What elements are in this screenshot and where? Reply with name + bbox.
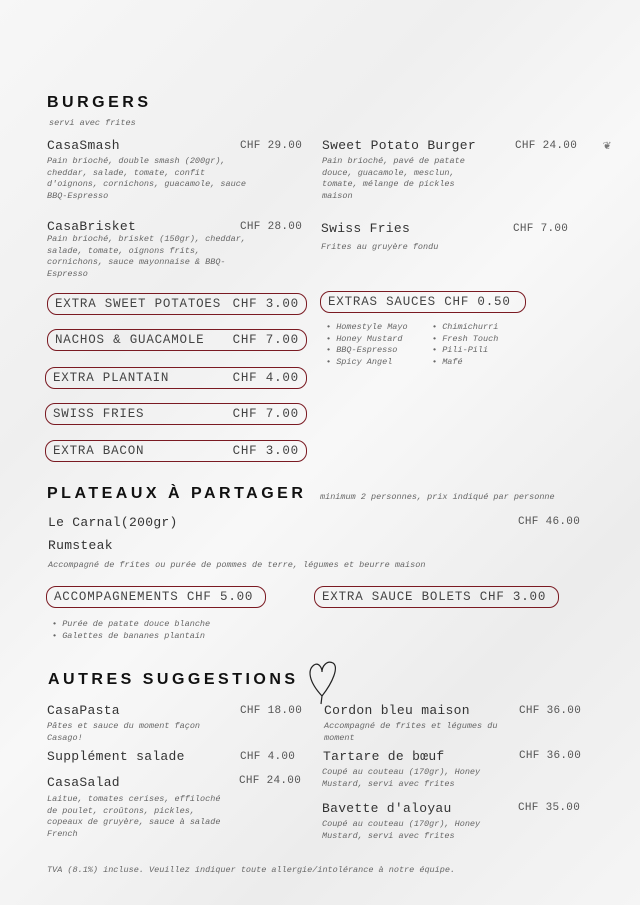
item-desc: Laitue, tomates cerises, effiloché de poulet, croûtons, pickles, copeaux de gruyère, sauce à salade French — [47, 794, 221, 839]
item-name: Swiss Fries — [321, 221, 411, 236]
burgers-heading: BURGERS — [47, 94, 152, 111]
extra-label: SWISS FRIES — [53, 407, 145, 421]
item-name: CasaPasta — [47, 703, 120, 718]
sauce: • BBQ-Espresso — [326, 345, 408, 357]
item-name: Le Carnal(200gr) — [48, 515, 178, 530]
item-price: CHF 24.00 — [515, 140, 578, 152]
sauce-bolets-box — [314, 586, 559, 608]
sauces-label: EXTRAS SAUCES CHF 0.50 — [328, 295, 511, 309]
extra-price: CHF 3.00 — [232, 444, 299, 458]
item-desc: Accompagné de frites ou purée de pommes de terre, légumes et beurre maison — [48, 560, 426, 570]
sauce: • Honey Mustard — [326, 334, 408, 346]
sauce: • Fresh Touch — [432, 334, 498, 346]
item-price: CHF 46.00 — [518, 516, 581, 528]
heart-icon — [305, 658, 339, 706]
extra-box — [45, 440, 307, 462]
item-sub: Rumsteak — [48, 538, 113, 553]
item-price: CHF 29.00 — [240, 140, 303, 152]
item-name: CasaSmash — [47, 138, 120, 153]
side: • Galettes de bananes plantain — [52, 631, 210, 643]
sauce-list — [432, 322, 498, 368]
box-label: ACCOMPAGNEMENTS CHF 5.00 — [54, 590, 254, 604]
item-price: CHF 18.00 — [240, 705, 303, 717]
extra-label: EXTRA PLANTAIN — [53, 371, 170, 385]
item-desc: Frites au gruyère fondu — [321, 242, 439, 252]
extra-box — [47, 293, 307, 315]
item-price: CHF 7.00 — [513, 223, 569, 235]
extra-price: CHF 4.00 — [232, 371, 299, 385]
item-desc: Coupé au couteau (170gr), Honey Mustard, servi avec frites — [322, 819, 481, 841]
box-label: EXTRA SAUCE BOLETS CHF 3.00 — [322, 590, 547, 604]
vegan-leaf-icon: ❦ — [603, 138, 611, 153]
extra-label: EXTRA BACON — [53, 444, 145, 458]
extra-label: NACHOS & GUACAMOLE — [55, 333, 205, 347]
accompagnements-box — [46, 586, 266, 608]
autres-heading: AUTRES SUGGESTIONS — [48, 671, 299, 688]
item-price: CHF 36.00 — [519, 705, 582, 717]
item-price: CHF 35.00 — [518, 802, 581, 814]
item-name: Cordon bleu maison — [324, 703, 470, 718]
extra-price: CHF 7.00 — [232, 407, 299, 421]
item-desc: Pain brioché, double smash (200gr), cheddar, salade, tomate, confit d'oignons, cornichons, guacamole, sauce BBQ-Espresso — [47, 156, 246, 201]
item-desc: Coupé au couteau (170gr), Honey Mustard, servi avec frites — [322, 767, 481, 789]
item-price: CHF 28.00 — [240, 221, 303, 233]
item-name: Supplément salade — [47, 749, 185, 764]
side: • Purée de patate douce blanche — [52, 619, 210, 631]
item-desc: Pain brioché, brisket (150gr), cheddar, salade, tomate, oignons frits, cornichons, sauce mayonnaise & BBQ-Espresso — [47, 234, 246, 279]
footer-note: TVA (8.1%) incluse. Veuillez indiquer toute allergie/intolérance à notre équipe. — [47, 865, 456, 875]
sauce: • Homestyle Mayo — [326, 322, 408, 334]
plateaux-heading: PLATEAUX À PARTAGER — [47, 485, 307, 502]
item-name: Tartare de bœuf — [323, 749, 445, 764]
item-name: Bavette d'aloyau — [322, 801, 452, 816]
item-name: CasaBrisket — [47, 219, 137, 234]
item-desc: Pâtes et sauce du moment façon Casago! — [47, 721, 201, 743]
extra-box — [47, 329, 307, 351]
extra-box — [45, 367, 307, 389]
extra-price: CHF 7.00 — [232, 333, 299, 347]
sauces-box — [320, 291, 526, 313]
item-price: CHF 24.00 — [239, 775, 302, 787]
extra-box — [45, 403, 307, 425]
sauce: • Pili-Pili — [432, 345, 498, 357]
sides-list — [52, 619, 210, 642]
extra-price: CHF 3.00 — [232, 297, 299, 311]
sauce: • Mafé — [432, 357, 498, 369]
item-price: CHF 36.00 — [519, 750, 582, 762]
extra-label: EXTRA SWEET POTATOES — [55, 297, 222, 311]
burgers-subtitle: servi avec frites — [49, 118, 136, 128]
item-name: Sweet Potato Burger — [322, 138, 476, 153]
item-price: CHF 4.00 — [240, 751, 296, 763]
sauce: • Chimichurri — [432, 322, 498, 334]
sauce-list — [326, 322, 408, 368]
item-name: CasaSalad — [47, 775, 120, 790]
item-desc: Accompagné de frites et légumes du moment — [324, 721, 498, 743]
item-desc: Pain brioché, pavé de patate douce, guacamole, mesclun, tomate, mélange de pickles maison — [322, 156, 465, 201]
sauce: • Spicy Angel — [326, 357, 408, 369]
plateaux-note: minimum 2 personnes, prix indiqué par personne — [320, 492, 555, 502]
